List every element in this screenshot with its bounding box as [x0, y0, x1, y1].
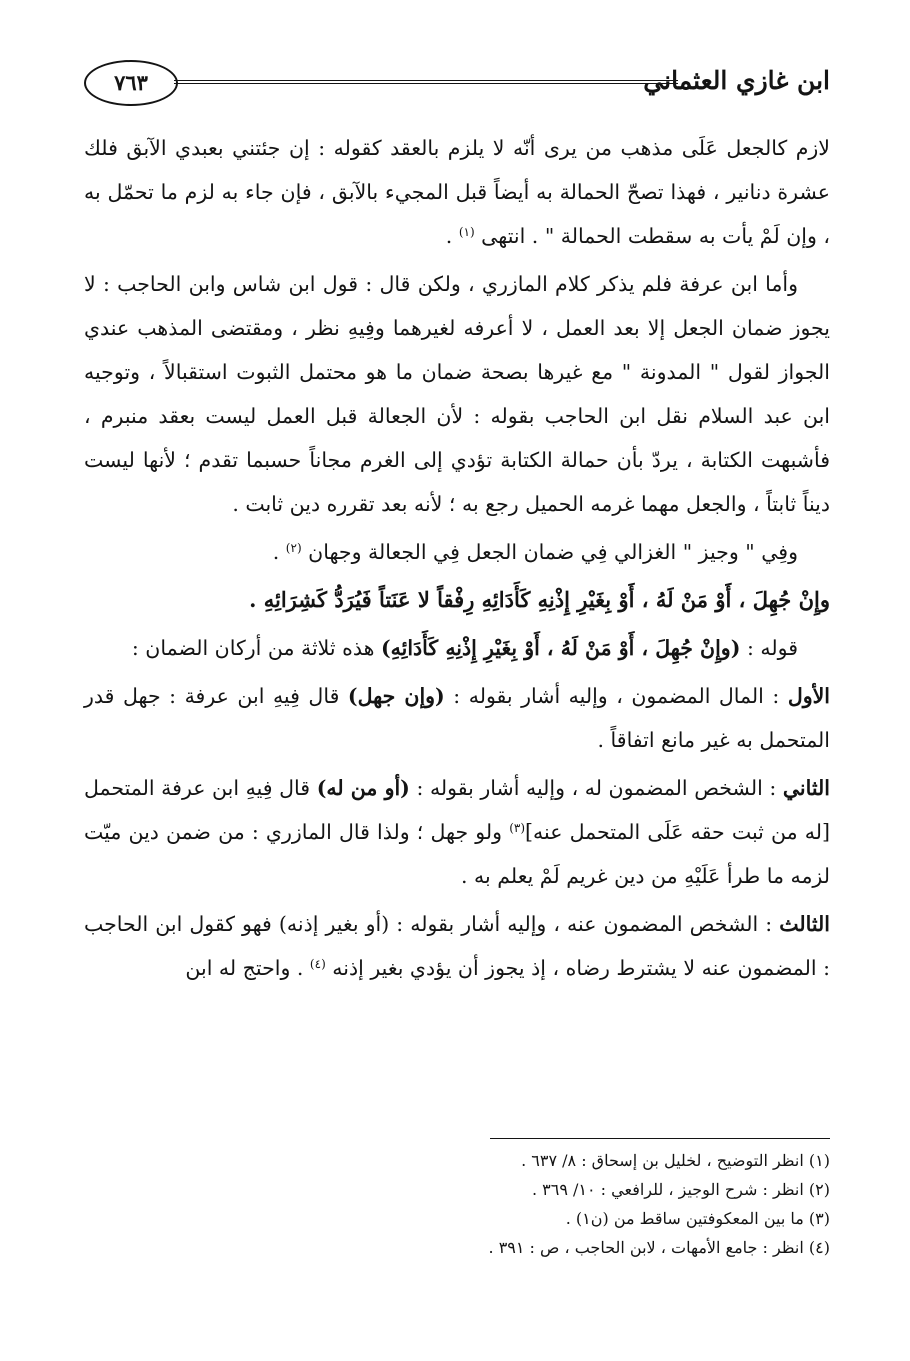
paragraph-text: قوله :: [746, 636, 798, 660]
paragraph-text: هذه ثلاثة من أركان الضمان :: [131, 636, 375, 660]
paragraph-text: .: [272, 540, 280, 564]
header-rule: [174, 80, 678, 86]
paragraph-3: [84, 530, 830, 574]
paragraph-text: . واحتج له ابن: [185, 956, 304, 980]
paragraph-1: [84, 126, 830, 258]
section-label: الثالث: [779, 912, 830, 936]
footnote-2: (٢) انظر : شرح الوجيز ، للرافعي : ١٠/ ٣٦٩ .: [531, 1180, 830, 1199]
footnote-3: (٣) ما بين المعكوفتين ساقط من (ن١) .: [565, 1209, 830, 1228]
paragraph-2: وأما ابن عرفة فلم يذكر كلام المازري ، ولكن قال : قول ابن شاس وابن الحاجب : لا يجوز ضمان الجعل إلا بعد العمل ، لا أعرفه لغيرهما وفِيهِ نظر ، ومقتضى المذهب عندي الجواز لقول " المدونة " مع غيرها بصحة ضمان ما هو محتمل الثبوت استقبالاً ، وتوجيه ابن عبد السلام نقل ابن الحاجب بقوله : لأن الجعالة قبل العمل ليست بعقد منبرم ، فأشبهت الكتابة ، يردّ بأن حمالة الكتابة تؤدي إلى الغرم مجاناً حسبما تقدم ؛ لأنها ليست ديناً ثابتاً ، والجعل مهما غرمه الحميل رجع به ؛ لأنه بعد تقرره دين ثابت .: [84, 272, 830, 516]
paragraph-text: قال فِيهِ ابن عرفة المتحمل [له من ثبت حقه عَلَى المتحمل عنه]: [84, 776, 830, 844]
matn-verse: وإِنْ جُهِلَ ، أَوْ مَنْ لَهُ ، أَوْ بِغَيْرِ إِذْنِهِ كَأَدَائِهِ رِفْقاً لا عَنَتاً فَيُرَدُّ كَشِرَائِهِ .: [249, 587, 830, 612]
running-title: ابن غازي العثماني: [643, 66, 830, 95]
paragraph-6: [84, 766, 830, 898]
section-label: الأول: [787, 684, 830, 708]
quoted-matn: (أو من له): [316, 776, 410, 800]
paragraph-text: قال فِيهِ ابن عرفة : جهل قدر المتحمل به غير مانع اتفاقاً .: [84, 684, 830, 752]
paragraph-4: [84, 626, 830, 670]
page-number: ٧٦٣: [84, 60, 178, 106]
footnotes: [84, 1146, 830, 1262]
main-text: [84, 126, 830, 994]
footnote-1: (١) انظر التوضيح ، لخليل بن إسحاق : ٨/ ٦٣٧ .: [521, 1151, 830, 1170]
section-label: الثاني: [782, 776, 830, 800]
quoted-matn: (وإن جهل): [347, 684, 445, 708]
footnote-rule: [490, 1138, 830, 1139]
paragraph-text: : الشخص المضمون له ، وإليه أشار بقوله :: [416, 776, 777, 800]
footnote-4: (٤) انظر : جامع الأمهات ، لابن الحاجب ، ص : ٣٩١ .: [488, 1238, 830, 1257]
paragraph-5: [84, 674, 830, 762]
running-header: [84, 60, 830, 116]
paragraph-text: لازم كالجعل عَلَى مذهب من يرى أنّه لا يلزم بالعقد كقوله : إن جئتني بعبدي الآبق فلك عشرة دنانير ، فهذا تصحّ الحمالة به أيضاً قبل المجيء بالآبق ، فإن جاء به لزم ما تحمّل به ، وإن لَمْ يأت به سقطت الحمالة " . انتهى: [84, 136, 830, 248]
paragraph-text: : الشخص المضمون عنه ، وإليه أشار بقوله : (أو بغير إذنه) فهو كقول ابن الحاجب : المضمون عنه لا يشترط رضاه ، إذ يجوز أن يؤدي بغير إذنه: [84, 912, 830, 980]
footnote-ref: (٤): [309, 957, 326, 971]
paragraph-text: وفِي " وجيز " الغزالي فِي ضمان الجعل فِي الجعالة وجهان: [308, 540, 798, 564]
footnote-ref: (١): [458, 225, 475, 239]
paragraph-7: [84, 902, 830, 990]
paragraph-text: : المال المضمون ، وإليه أشار بقوله :: [453, 684, 780, 708]
footnote-ref: (٢): [285, 541, 302, 555]
paragraph-text: .: [445, 224, 453, 248]
footnote-ref: (٣): [509, 821, 526, 835]
paragraph-text: ولو جهل ؛ ولذا قال المازري : من ضمن دين ميّت لزمه ما طرأ عَلَيْهِ من دين غريم لَمْ يعلم به .: [84, 820, 830, 888]
quoted-matn: (وإِنْ جُهِلَ ، أَوْ مَنْ لَهُ ، أَوْ بِغَيْرِ إِذْنِهِ كَأَدَائِهِ): [380, 636, 741, 660]
